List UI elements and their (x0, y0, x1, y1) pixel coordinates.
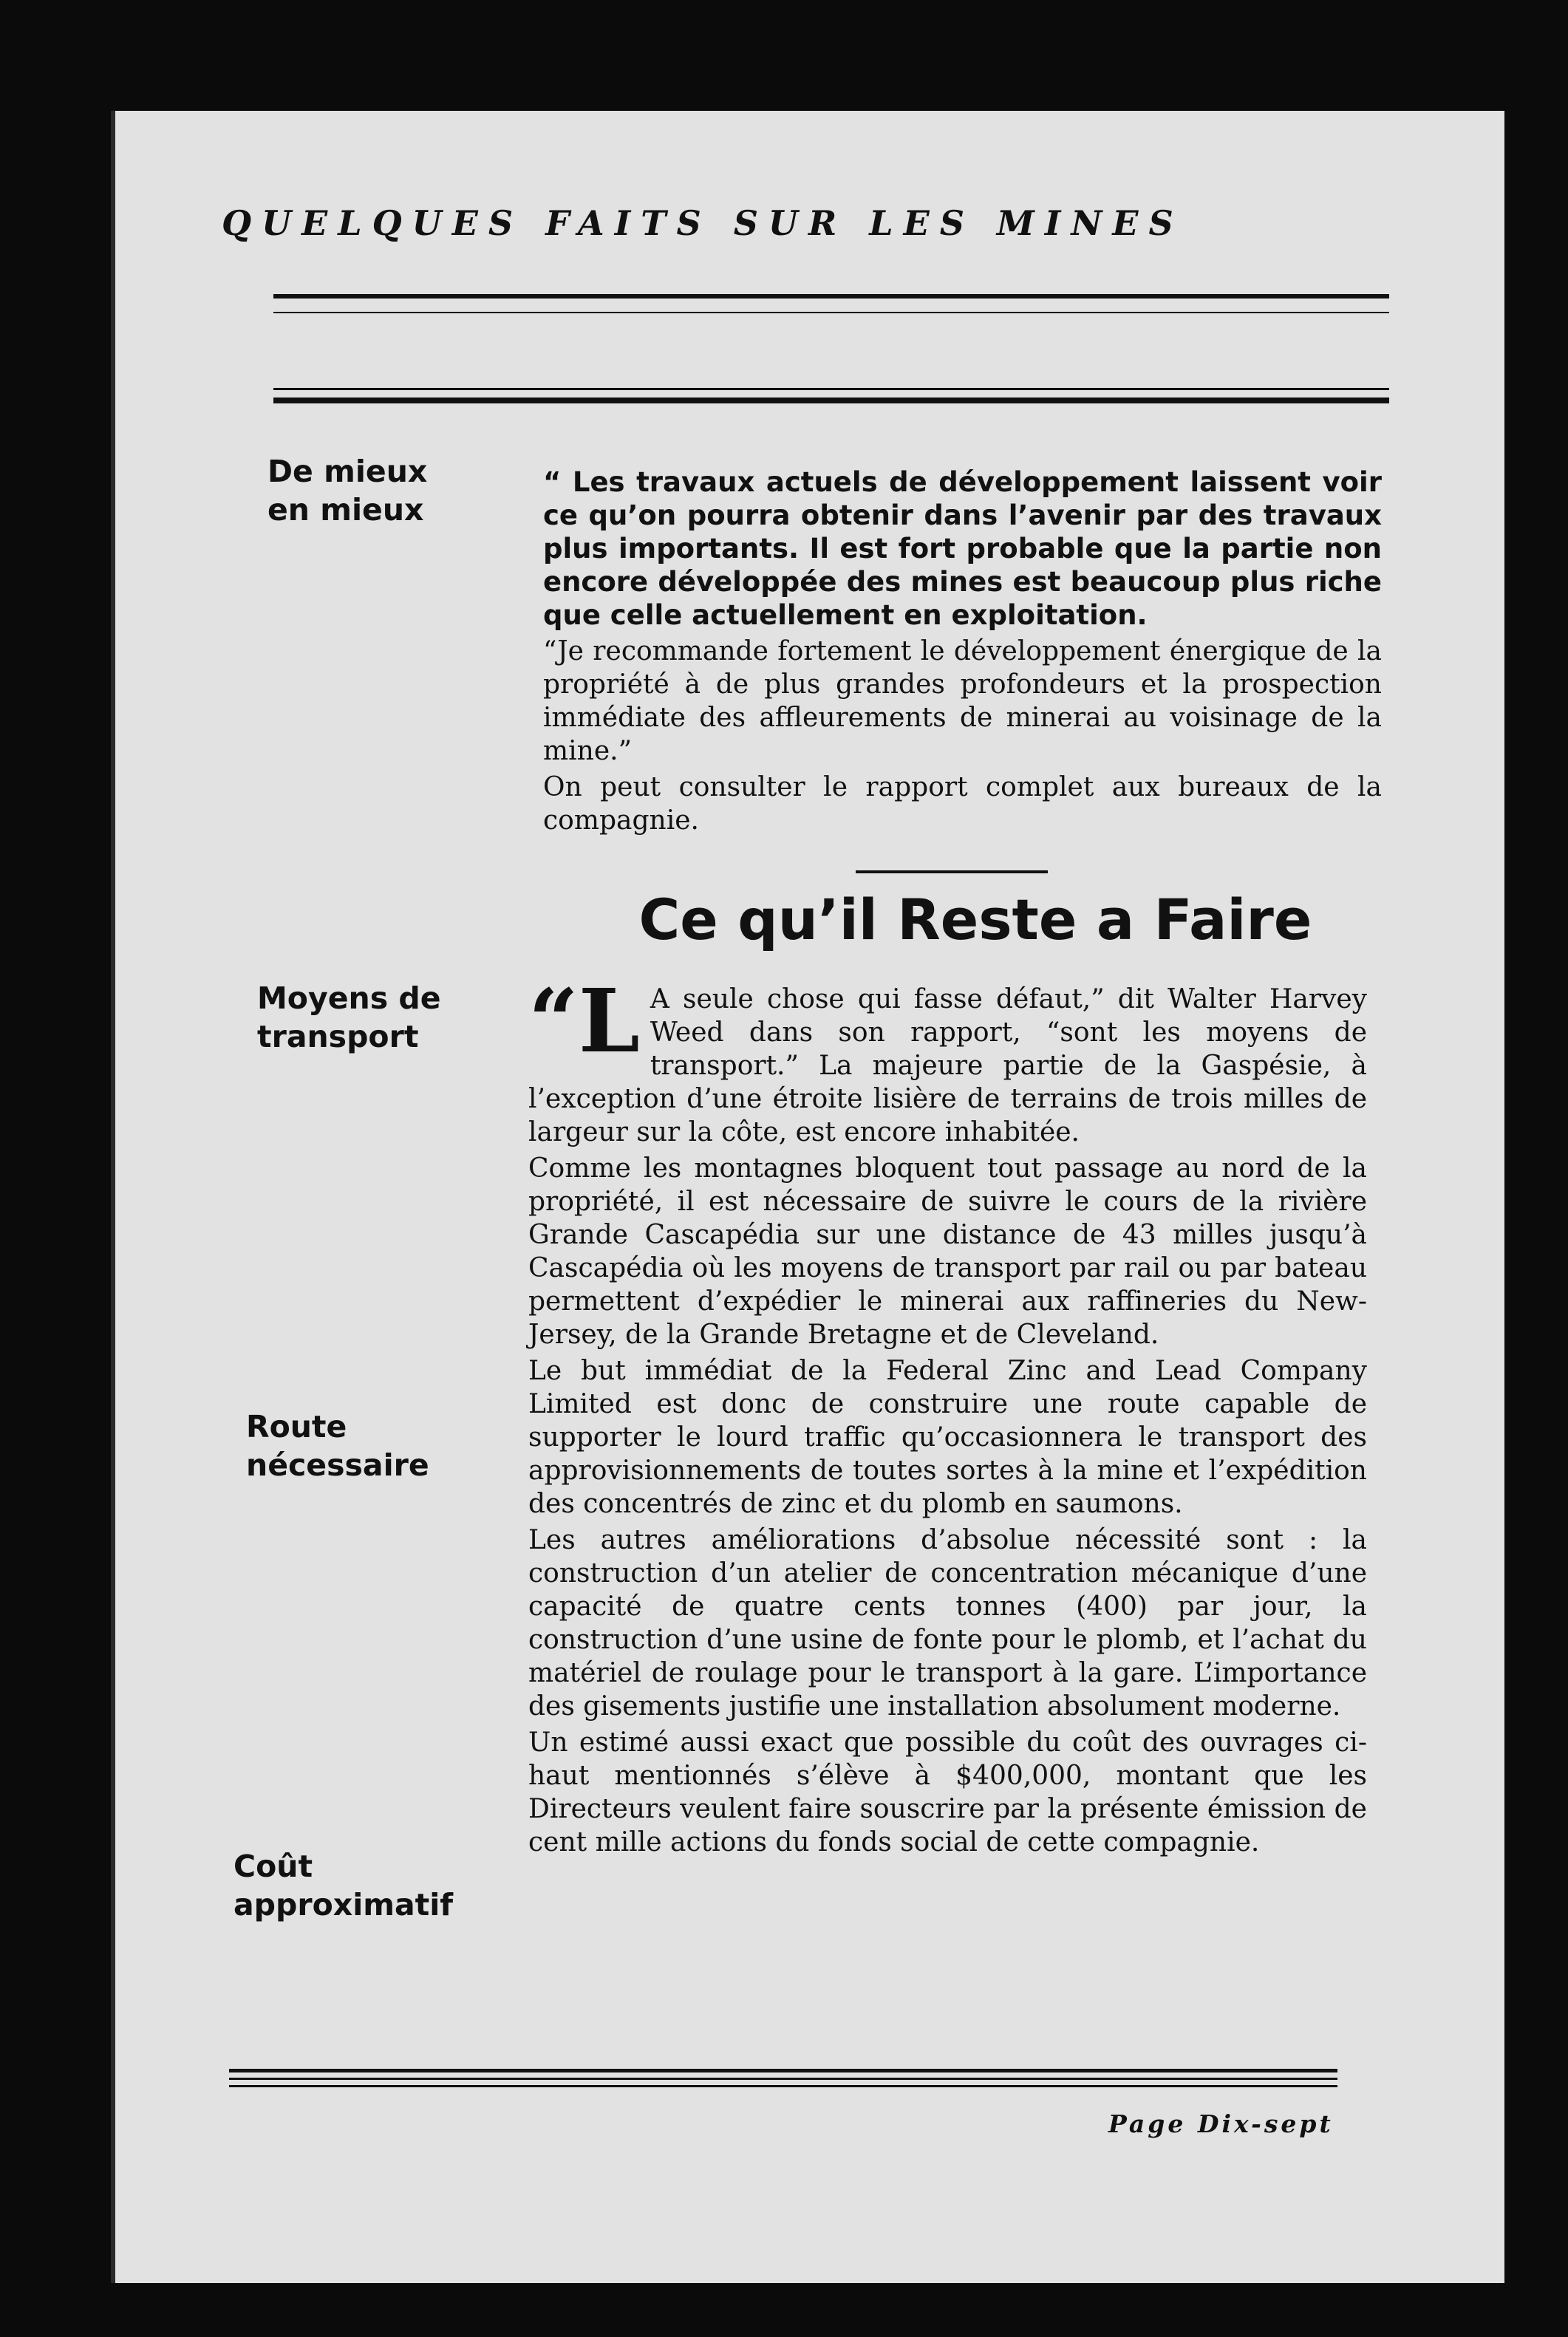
sidenote-cout: Coût approximatif (234, 1849, 454, 1923)
drop-cap-letter: L (578, 969, 640, 1072)
section-divider (856, 870, 1048, 873)
sidenote-transport: Moyens de transport (257, 980, 441, 1054)
paragraph-road: Le but immédiat de la Federal Zinc and Lead Company Limited est donc de construire une route capable de supporter le lourd traffic qu’occasionnera le transport des approvisionnements de toutes sortes à la mine et l’expédition des concentrés de zinc et du plomb en saumons. (528, 1356, 1367, 1519)
section-heading: Ce qu’il Reste a Faire (638, 887, 1312, 952)
paragraph-mountains: Comme les montagnes bloquent tout passage au nord de la propriété, il est nécessaire de suivre le cours de la rivière Grande Cascapédia sur une distance de 43 milles jusqu’à Cascapédia où les moyens de transport par rail ou par bateau permettent d’expédier le minerai aux raffineries du New-Jersey, de la Grande Bretagne et de Cleveland. (528, 1153, 1367, 1350)
header-rule-bottom-thick (273, 398, 1389, 403)
footer-rule-3 (229, 2085, 1337, 2087)
section-2-text (528, 969, 1367, 1862)
paragraph-lead (528, 969, 1367, 1149)
paragraph-report-note: On peut consulter le rapport complet aux bureaux de la compagnie. (543, 772, 1382, 836)
paragraph-lead-text: A seule chose qui fasse défaut,” dit Walter Harvey Weed dans son rapport, “sont les moyens de transport.” La majeure partie de la Gaspésie, à l’exception d’une étroite lisière de terrains de trois milles de largeur sur la côte, est encore inhabitée. (528, 984, 1367, 1147)
header-rule-bottom (273, 388, 1389, 390)
drop-cap (528, 969, 640, 1072)
paragraph-cost: Un estimé aussi exact que possible du coût des ouvrages ci-haut mentionnés s’élève à $400,000, montant que les Directeurs veulent faire souscrire par la présente émission de cent mille actions du fonds social de cette compagnie. (528, 1727, 1367, 1857)
footer-rule-2 (229, 2078, 1337, 2080)
paragraph-improvements: Les autres améliorations d’absolue nécessité sont : la construction d’un atelier de concentration mécanique d’une capacité de quatre cents tonnes (400) par jour, la construction d’une usine de fonte pour le plomb, et l’achat du matériel de roulage pour le transport à la gare. L’importance des gisements justifie une installation absolument moderne. (528, 1525, 1367, 1722)
paragraph-quote-2: “Je recommande fortement le développement énergique de la propriété à de plus grandes profondeurs et la prospection immédiate des affleurements de minerai au voisinage de la mine.” (543, 636, 1382, 766)
paragraph-quote-1: “ Les travaux actuels de développement laissent voir ce qu’on pourra obtenir dans l’avenir par des travaux plus importants. Il est fort probable que la partie non encore développée des mines est beaucoup plus riche que celle actuellement en exploitation. (543, 466, 1382, 631)
header-rule-top (273, 294, 1389, 298)
page-number: Page Dix-sept (1108, 2109, 1334, 2138)
sidenote-route: Route nécessaire (246, 1409, 429, 1483)
header-title: QUELQUES FAITS SUR LES MINES (222, 203, 1184, 243)
header-rule-top-inner (273, 312, 1389, 313)
sidenote-mieux: De mieux en mieux (267, 454, 428, 528)
footer-rule-1 (229, 2069, 1337, 2072)
open-quote: “ (528, 969, 579, 1072)
section-1-text (543, 465, 1382, 840)
